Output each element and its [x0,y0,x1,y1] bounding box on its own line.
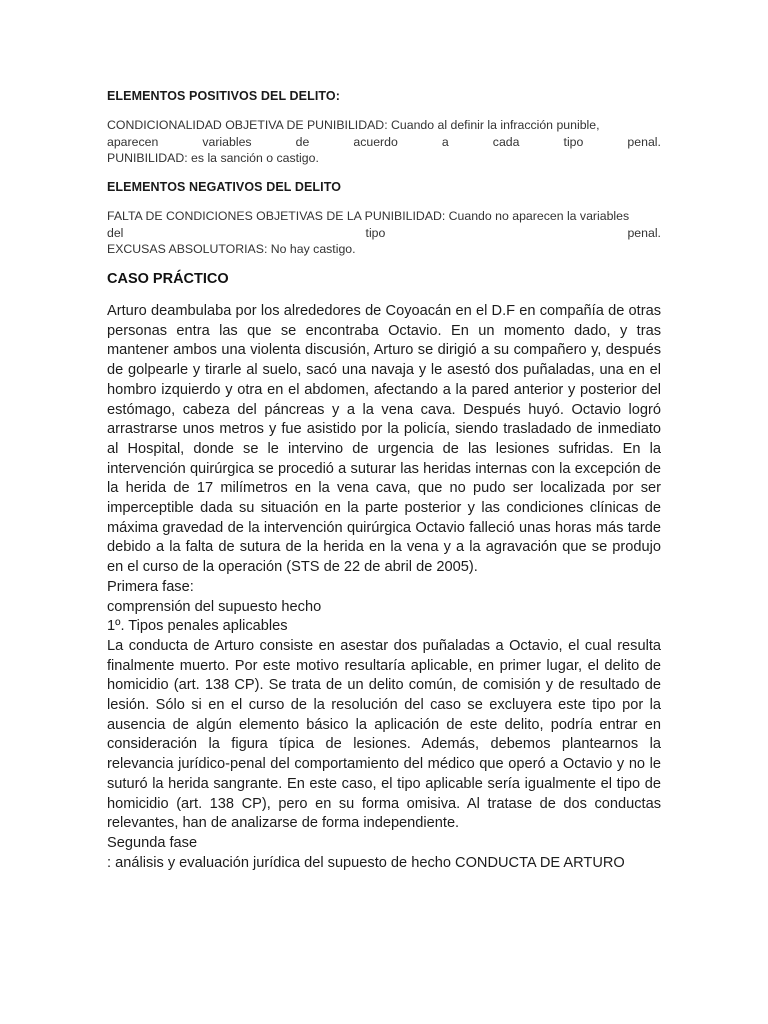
phase-one-subtitle: comprensión del supuesto hecho [107,598,322,615]
absolutory-excuses-line: EXCUSAS ABSOLUTORIAS: No hay castigo. [107,242,356,256]
justified-word: acuerdo [353,134,398,149]
case-body [107,302,661,873]
justified-word: tipo [365,225,386,240]
justified-word: tipo [563,134,584,149]
negative-elements-text [107,208,661,258]
justified-word: de [295,134,310,149]
justified-word: penal. [627,134,661,149]
positive-elements-heading: ELEMENTOS POSITIVOS DEL DELITO: [107,89,340,103]
phase-two-label: Segunda fase [107,834,198,851]
justified-word: aparecen [107,134,159,149]
case-narrative: Arturo deambulaba por los alrededores de Coyoacán en el D.F en compañía de otras personas entra las que se encontraba Octavio. En un momento dado, y tras mantener ambos una violenta discusión, Arturo se dirigió a su compañero y, después de golpearle y tirarle al suelo, sacó una navaja y le asestó dos puñaladas, una en el hombro izquierdo y otra en el abdomen, afectando a la pared anterior y posterior del estómago, cabeza del páncreas y a la vena cava. Después huyó. Octavio logró arrastrarse unos metros y fue asistido por la policía, siendo trasladado de inmediato al Hospital, donde se le intervino de urgencia de las lesiones sufridas. En la intervención quirúrgica se procedió a suturar las heridas internas con la excepción de la herida de 17 milímetros en la vena cava, que no pudo ser localizada por ser imperceptible dada su situación en la parte posterior y las condiciones clínicas de máxima gravedad de la intervención quirúrgica Octavio falleció unas horas más tarde debido a la falta de sutura de la herida en la vena y a la agravación que se produjo en el curso de la operación (STS de 22 de abril de 2005). [107,303,661,576]
penal-types-heading: 1º. Tipos penales aplicables [107,618,288,635]
objective-conditionality-line: CONDICIONALIDAD OBJETIVA DE PUNIBILIDAD: Cuando al definir la infracción punible, [107,118,600,132]
lack-of-conditions-line: FALTA DE CONDICIONES OBJETIVAS DE LA PUNIBILIDAD: Cuando no aparecen la variables [107,209,630,223]
phase-two-subtitle: : análisis y evaluación jurídica del supuesto de hecho CONDUCTA DE ARTURO [107,854,625,871]
case-analysis: La conducta de Arturo consiste en asestar dos puñaladas a Octavio, el cual resulta finalmente muerto. Por este motivo resultaría aplicable, en primer lugar, el delito de homicidio (art. 138 CP). Se trata de un delito común, de comisión y de resultado de lesión. Sólo si en el curso de la resolución del caso se excluyera este tipo por la ausencia de algún elemento básico la aplicación de este delito, podría entrar en consideración la figura típica de lesiones. Además, debemos plantearnos la relevancia jurídico-penal del comportamiento del médico que operó a Octavio y no le suturó la herida sangrante. En este caso, el tipo aplicable sería igualmente el tipo de homicidio (art. 138 CP), pero en su forma omisiva. Al tratase de dos conductas relevantes, han de analizarse de forma independiente. [107,637,661,832]
justified-line [107,225,661,242]
negative-elements-heading: ELEMENTOS NEGATIVOS DEL DELITO [107,180,342,194]
justified-line [107,134,661,151]
punishability-line: PUNIBILIDAD: es la sanción o castigo. [107,151,319,165]
justified-word: penal. [627,225,661,240]
justified-word: cada [492,134,520,149]
case-heading: CASO PRÁCTICO [107,271,229,287]
justified-word: del [107,225,124,240]
justified-word: variables [202,134,252,149]
positive-elements-text [107,117,661,167]
phase-one-label: Primera fase: [107,578,194,595]
justified-word: a [441,134,449,149]
